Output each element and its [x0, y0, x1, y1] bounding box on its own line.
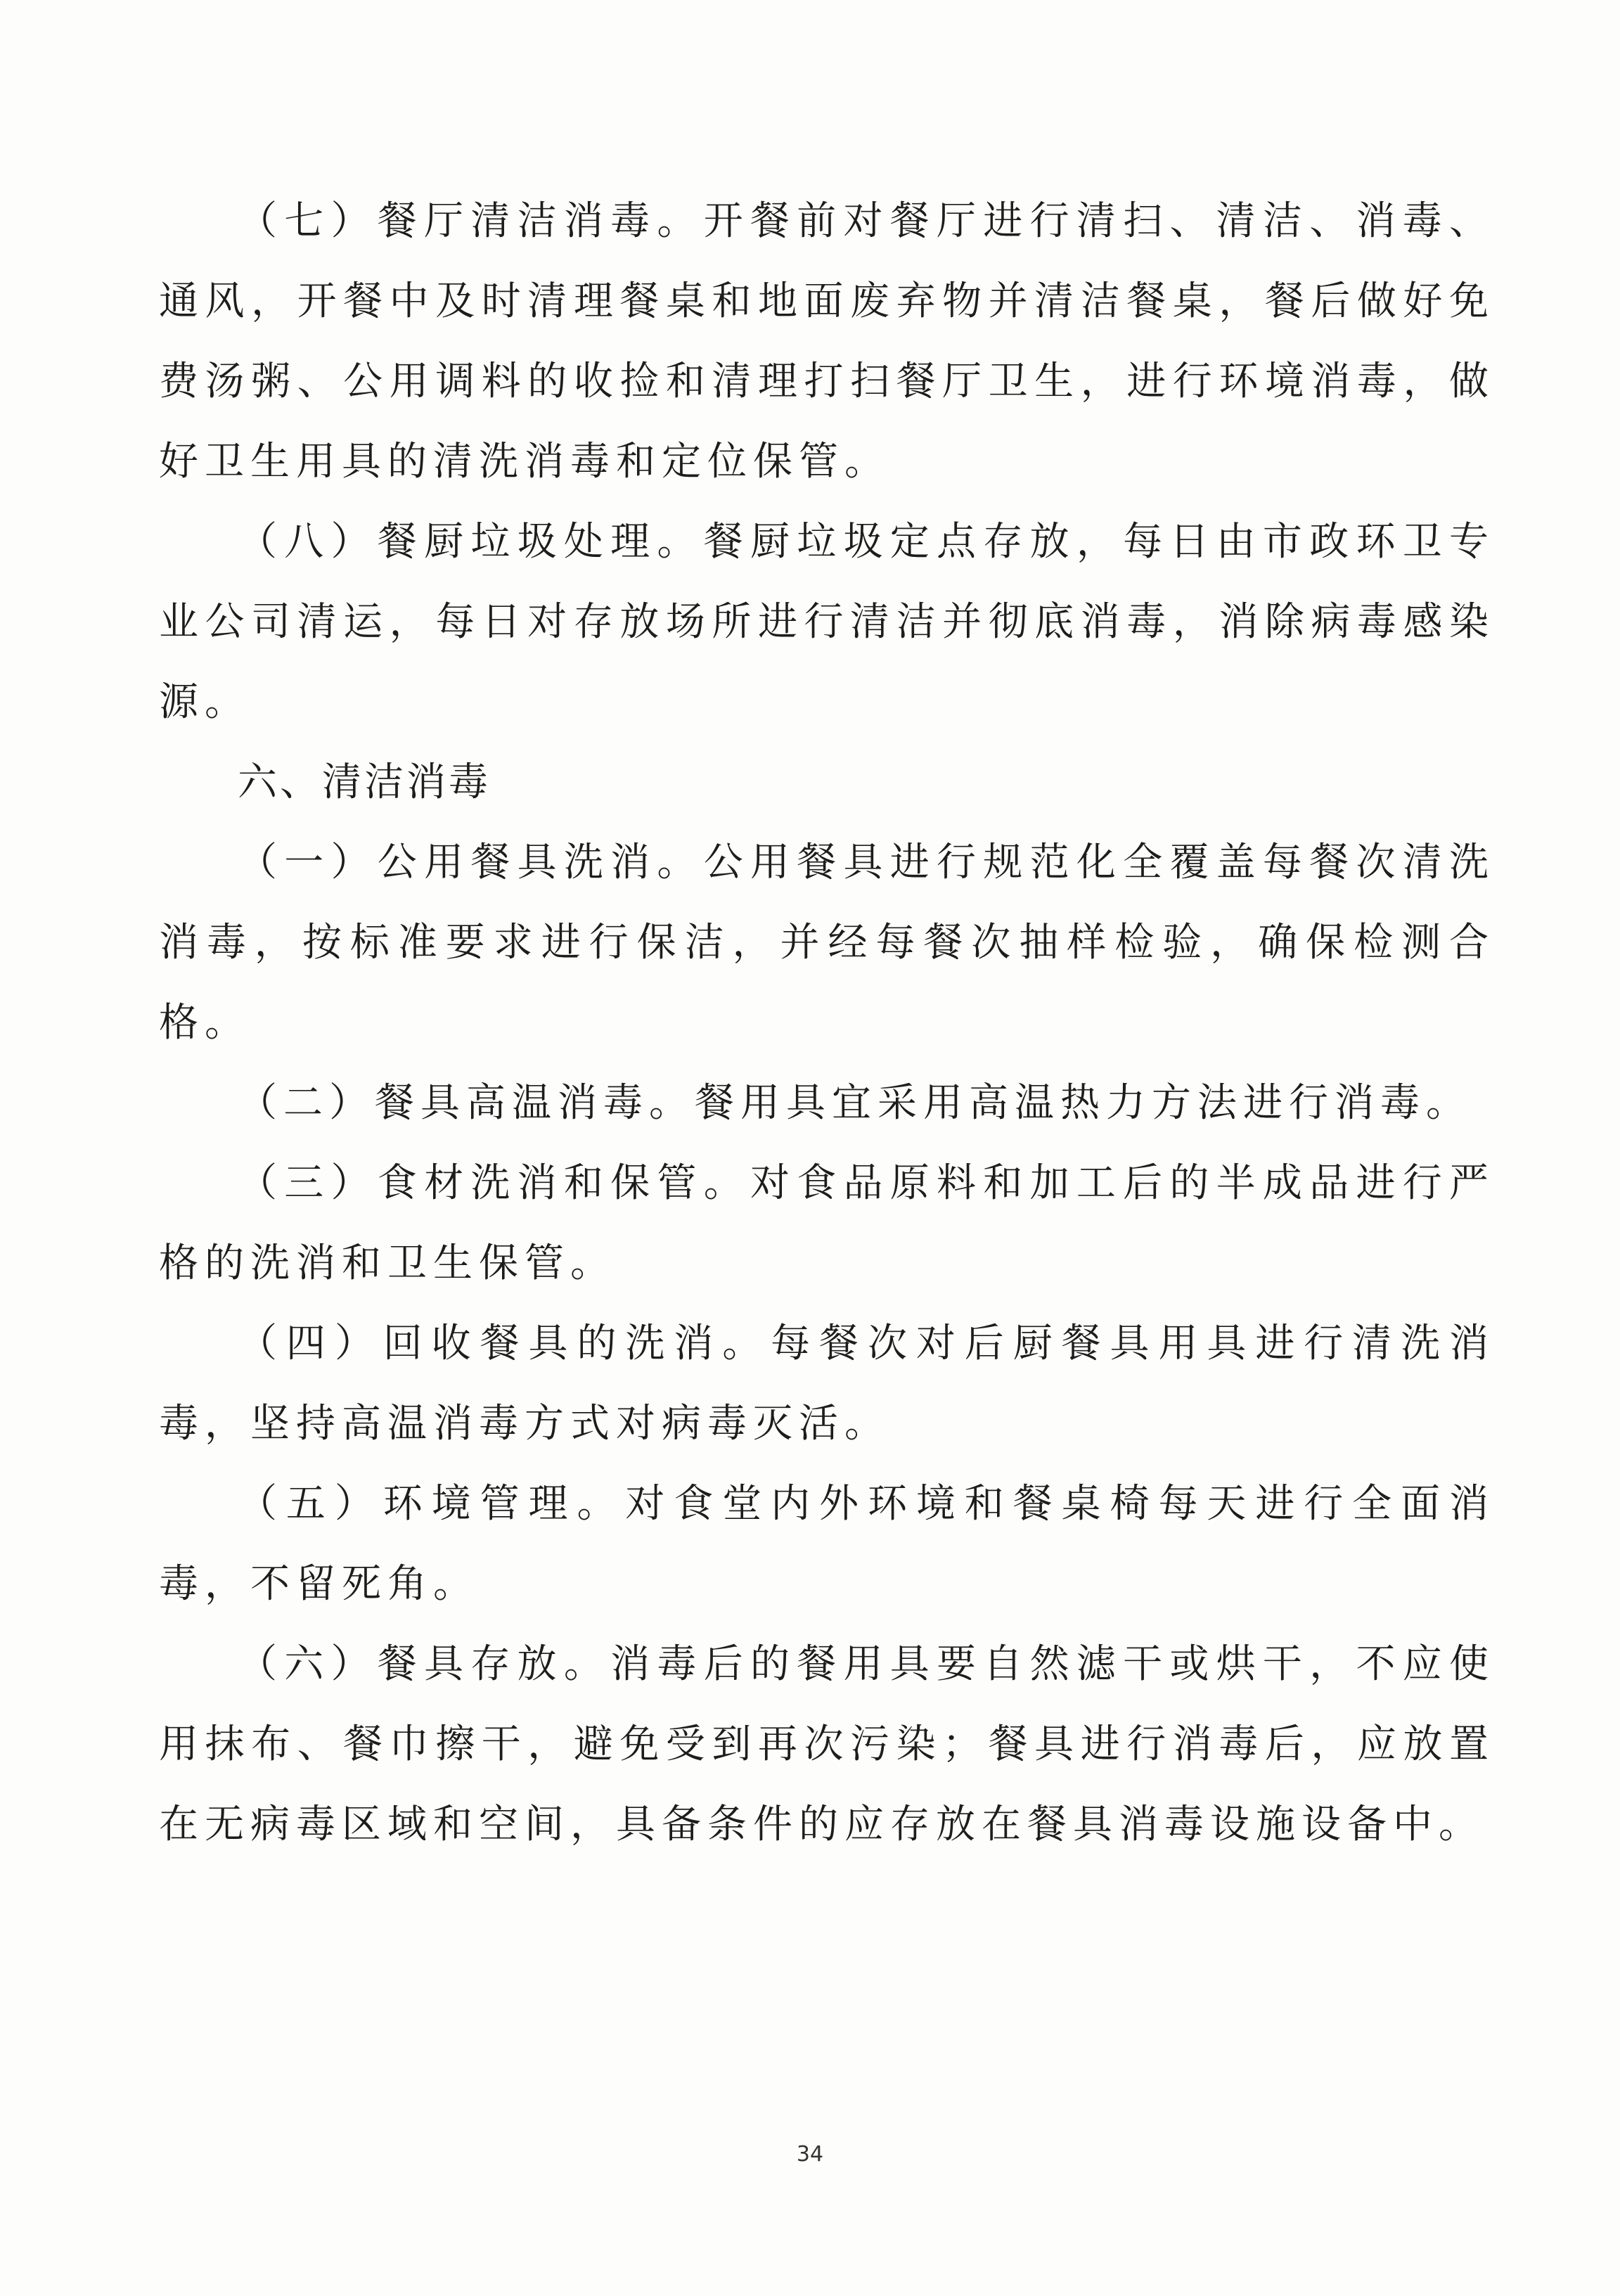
- document-body: [159, 181, 1495, 1865]
- paragraph-environment-management: （五）环境管理。对食堂内外环境和餐桌椅每天进行全面消毒，不留死角。: [159, 1481, 1495, 1607]
- paragraph-food-materials: （三）食材洗消和保管。对食品原料和加工后的半成品进行严格的洗消和卫生保管。: [159, 1160, 1495, 1286]
- section-heading-cleaning-disinfection: 六、清洁消毒: [238, 759, 491, 805]
- paragraph-kitchen-waste: （八）餐厨垃圾处理。餐厨垃圾定点存放，每日由市政环卫专业公司清运，每日对存放场所进行清洁并彻底消毒，消除病毒感染源。: [159, 519, 1495, 725]
- paragraph-high-temp-disinfection: （二）餐具高温消毒。餐用具宜采用高温热力方法进行消毒。: [238, 1080, 1472, 1126]
- page-number: 34: [796, 2142, 824, 2167]
- paragraph-recycled-tableware: （四）回收餐具的洗消。每餐次对后厨餐具用具进行清洗消毒，坚持高温消毒方式对病毒灭活。: [159, 1321, 1495, 1447]
- paragraph-dining-hall-cleaning: （七）餐厅清洁消毒。开餐前对餐厅进行清扫、清洁、消毒、通风，开餐中及时清理餐桌和地面废弃物并清洁餐桌，餐后做好免费汤粥、公用调料的收捡和清理打扫餐厅卫生，进行环境消毒，做好卫生用具的清洗消毒和定位保管。: [159, 198, 1495, 485]
- paragraph-tableware-storage: （六）餐具存放。消毒后的餐用具要自然滤干或烘干，不应使用抹布、餐巾擦干，避免受到再次污染；餐具进行消毒后，应放置在无病毒区域和空间，具备条件的应存放在餐具消毒设施设备中。: [159, 1641, 1495, 1847]
- paragraph-public-tableware: （一）公用餐具洗消。公用餐具进行规范化全覆盖每餐次清洗消毒，按标准要求进行保洁，并经每餐次抽样检验，确保检测合格。: [159, 840, 1495, 1046]
